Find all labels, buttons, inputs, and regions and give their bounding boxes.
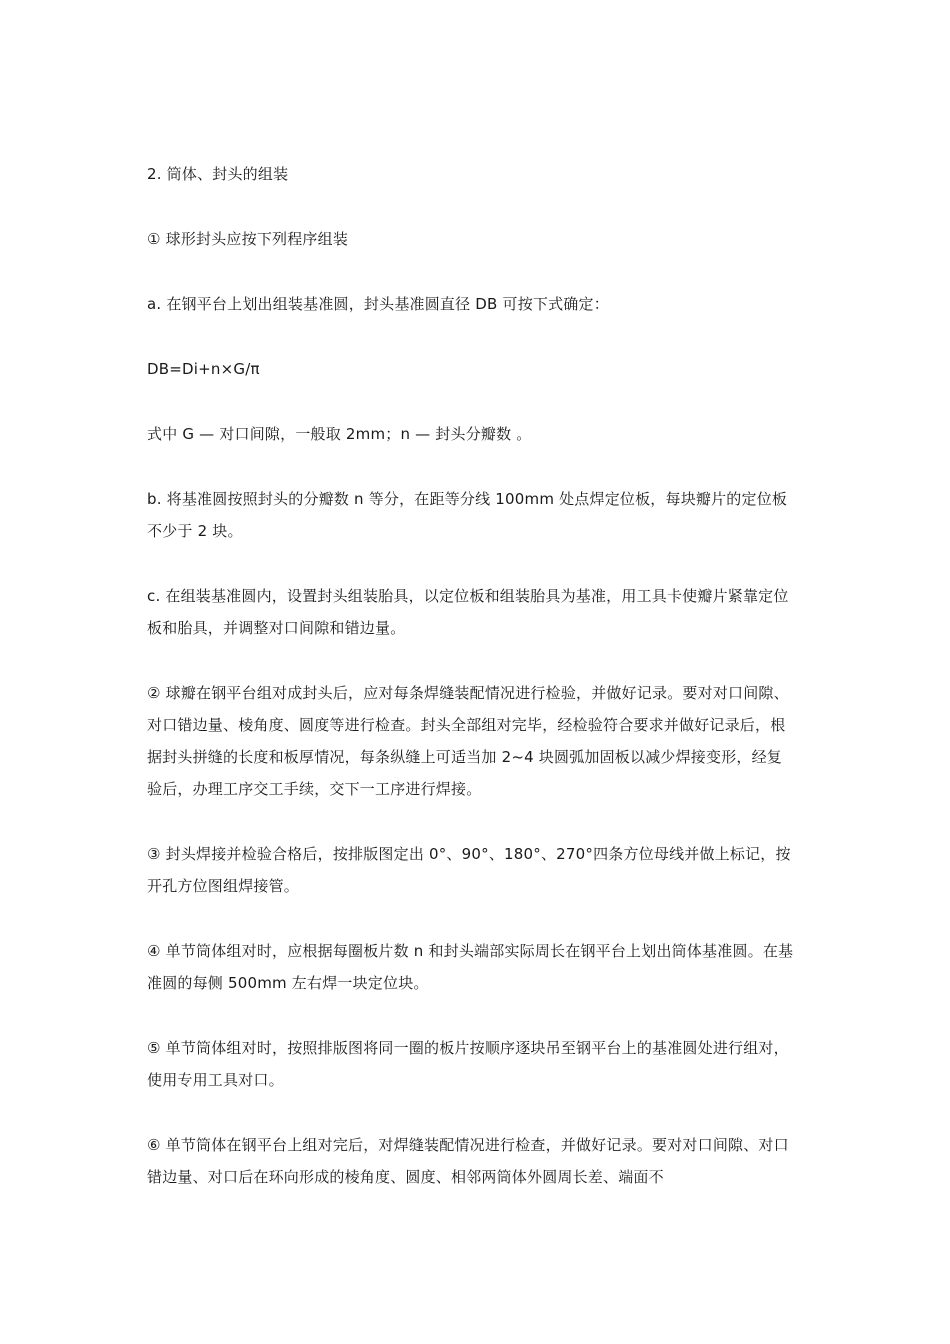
section-heading: 2. 筒体、封头的组装	[147, 165, 289, 183]
paragraph-formula-definition: 式中 G — 对口间隙，一般取 2mm；n — 封头分瓣数 。	[147, 425, 532, 443]
formula-db: DB=Di+n×G/π	[147, 360, 260, 378]
paragraph-item-2: ② 球瓣在钢平台组对成封头后，应对每条焊缝装配情况进行检验，并做好记录。要对对口间隙、对口错边量、棱角度、圆度等进行检查。封头全部组对完毕，经检验符合要求并做好记录后，根据封头拼缝的长度和板厚情况，每条纵缝上可适当加 2~4 块圆弧加固板以减少焊接变形，经复验后，办理工序交工手续，交下一工序进行焊接。	[147, 684, 789, 798]
paragraph-spherical-head-procedure: ① 球形封头应按下列程序组装	[147, 230, 349, 248]
paragraph-item-4: ④ 单节筒体组对时，应根据每圈板片数 n 和封头端部实际周长在钢平台上划出筒体基准圆。在基准圆的每侧 500mm 左右焊一块定位块。	[147, 942, 794, 992]
paragraph-item-5: ⑤ 单节筒体组对时，按照排版图将同一圈的板片按顺序逐块吊至钢平台上的基准圆处进行组对，使用专用工具对口。	[147, 1039, 789, 1089]
paragraph-step-a: a. 在钢平台上划出组装基准圆，封头基准圆直径 DB 可按下式确定：	[147, 295, 609, 313]
paragraph-item-6: ⑥ 单节筒体在钢平台上组对完后，对焊缝装配情况进行检查，并做好记录。要对对口间隙、对口错边量、对口后在环向形成的棱角度、圆度、相邻两筒体外圆周长差、端面不	[147, 1136, 789, 1186]
document-body	[147, 158, 797, 1193]
paragraph-step-b: b. 将基准圆按照封头的分瓣数 n 等分，在距等分线 100mm 处点焊定位板，每块瓣片的定位板不少于 2 块。	[147, 490, 788, 540]
paragraph-step-c: c. 在组装基准圆内，设置封头组装胎具，以定位板和组装胎具为基准，用工具卡使瓣片紧靠定位板和胎具，并调整对口间隙和错边量。	[147, 587, 789, 637]
paragraph-item-3: ③ 封头焊接并检验合格后，按排版图定出 0°、90°、180°、270°四条方位母线并做上标记，按开孔方位图组焊接管。	[147, 845, 791, 895]
